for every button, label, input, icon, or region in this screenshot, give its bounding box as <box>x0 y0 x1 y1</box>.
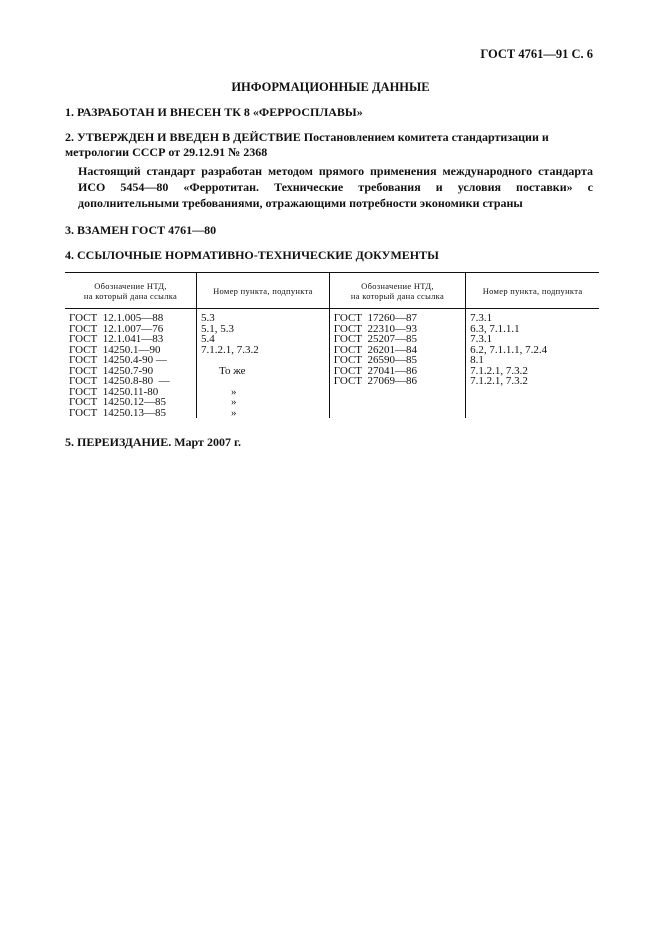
header-doc-right-line1: Обозначение НТД, <box>361 280 434 291</box>
section-3-replaces: 3. ВЗАМЕН ГОСТ 4761—80 <box>65 223 217 237</box>
references-header-row <box>65 273 599 309</box>
left-point <box>201 376 326 387</box>
left-point: 5.3 <box>201 312 215 324</box>
left-doc: ГОСТ 14250.8-80 — <box>69 375 170 387</box>
left-point-ditto: » <box>231 385 237 398</box>
right-point: 7.1.2.1, 7.3.2 <box>470 364 528 377</box>
right-points-cell <box>466 309 599 419</box>
section-4-references-title: 4. ССЫЛОЧНЫЕ НОРМАТИВНО-ТЕХНИЧЕСКИЕ ДОКУМЕНТЫ <box>65 248 439 262</box>
section-2-lead: 2. УТВЕРЖДЕН И ВВЕДЕН В ДЕЙСТВИЕ <box>65 130 301 144</box>
right-point: 7.3.1 <box>470 312 493 324</box>
right-docs-cell <box>329 309 465 419</box>
right-point: 6.3, 7.1.1.1 <box>470 322 520 335</box>
left-point-ditto: То же <box>219 364 246 377</box>
left-point-ditto: » <box>231 406 237 419</box>
header-point-right: Номер пункта, подпункта <box>466 273 599 309</box>
right-doc: ГОСТ 17260—87 <box>333 312 418 324</box>
right-doc: ГОСТ 22310—93 <box>333 322 418 335</box>
header-doc-right-line2: на который дана ссылка <box>350 290 445 301</box>
right-doc: ГОСТ 25207—85 <box>333 333 418 345</box>
left-doc: ГОСТ 14250.4-90 — <box>69 354 167 366</box>
left-doc: ГОСТ 12.1.041—83 <box>69 333 164 345</box>
right-doc: ГОСТ 27041—86 <box>333 364 418 377</box>
right-doc: ГОСТ 26590—85 <box>333 354 418 366</box>
right-doc: ГОСТ 27069—86 <box>333 375 418 387</box>
left-point: 7.1.2.1, 7.3.2 <box>201 343 259 356</box>
left-doc: ГОСТ 14250.13—85 <box>69 406 166 419</box>
left-point <box>201 355 326 366</box>
left-point: 5.4 <box>201 333 215 345</box>
left-point-ditto: » <box>231 396 237 408</box>
header-doc-left-line1: Обозначение НТД, <box>94 280 167 291</box>
header-point-left: Номер пункта, подпункта <box>197 273 330 309</box>
right-point: 8.1 <box>470 354 484 366</box>
right-doc: ГОСТ 26201—84 <box>333 343 418 356</box>
section-2-paragraph: Настоящий стандарт разработан методом прямого применения международного стандарта ИСО 5454—80 «Ферротитан. Технические требования и условия поставки» с дополнительными требованиями, отражающими потребности экономики страны <box>78 164 593 210</box>
references-table <box>65 272 599 418</box>
header-doc-left <box>65 273 197 309</box>
left-doc: ГОСТ 12.1.005—88 <box>69 312 164 324</box>
section-1-developed-by: 1. РАЗРАБОТАН И ВНЕСЕН ТК 8 «ФЕРРОСПЛАВЫ» <box>65 105 363 119</box>
left-doc: ГОСТ 14250.12—85 <box>69 396 166 408</box>
header-doc-right <box>329 273 465 309</box>
left-point: 5.1, 5.3 <box>201 322 235 335</box>
right-point: 7.1.2.1, 7.3.2 <box>470 375 528 387</box>
left-points-cell <box>197 309 330 419</box>
section-5-reissue: 5. ПЕРЕИЗДАНИЕ. Март 2007 г. <box>65 435 242 449</box>
page-header: ГОСТ 4761—91 С. 6 <box>480 47 593 61</box>
section-2-rest: Постановлением комитета стандартизации и метрологии СССР от 29.12.91 № 2368 <box>65 130 549 159</box>
left-doc: ГОСТ 12.1.007—76 <box>69 322 164 335</box>
page-title: ИНФОРМАЦИОННЫЕ ДАННЫЕ <box>231 80 430 94</box>
left-doc: ГОСТ 14250.1—90 <box>69 343 161 356</box>
references-body-row <box>65 309 599 419</box>
right-point: 6.2, 7.1.1.1, 7.2.4 <box>470 343 548 356</box>
left-doc: ГОСТ 14250.11-80 <box>69 385 159 398</box>
right-point: 7.3.1 <box>470 333 493 345</box>
header-doc-left-line2: на который дана ссылка <box>83 290 178 301</box>
left-doc: ГОСТ 14250.7-90 <box>69 364 154 377</box>
section-2-approved <box>65 130 593 160</box>
left-docs-cell <box>65 309 197 419</box>
